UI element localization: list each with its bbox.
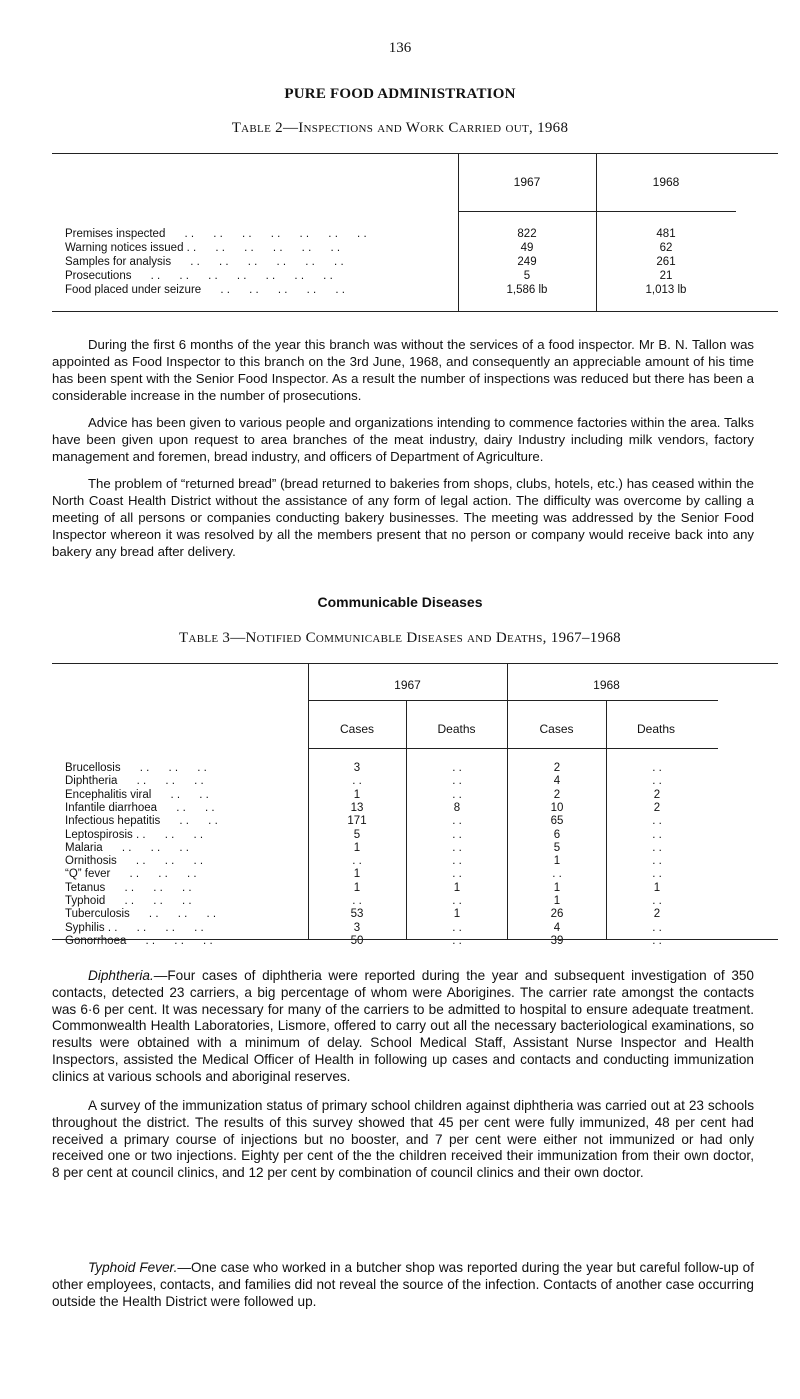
table3-cell: . . <box>452 868 462 881</box>
table3-divider-b <box>507 663 508 939</box>
table3-cell: 4 <box>553 775 561 788</box>
table2-row-label: Premises inspected . . . . . . . . . . . . . . <box>65 228 367 240</box>
table3-cell: 171 <box>347 815 367 828</box>
table3-cell: 5 <box>553 841 561 854</box>
table3-cell: . . <box>452 934 462 947</box>
table3-cell: 1 <box>353 788 361 801</box>
table3-row-label: Malaria . . . . . . <box>65 841 189 854</box>
table2-row-label: Prosecutions . . . . . . . . . . . . . . <box>65 270 333 282</box>
table3-cell: . . <box>652 775 662 788</box>
table3-row-label: Tetanus . . . . . . <box>65 881 192 894</box>
section-heading-communicable-diseases: Communicable Diseases <box>317 594 483 610</box>
table2-cell: 49 <box>520 242 534 254</box>
table3-subhead-deaths-1967: Deaths <box>437 722 476 736</box>
table3-cell: 8 <box>453 801 461 814</box>
page-heading: PURE FOOD ADMINISTRATION <box>284 86 516 102</box>
typhoid-title: Typhoid Fever. <box>88 1260 178 1275</box>
table2-row-label: Warning notices issued . . . . . . . . . . . . <box>65 242 341 254</box>
table2-cell: 5 <box>523 270 531 282</box>
table3-cell: 4 <box>553 921 561 934</box>
table3-cell: 50 <box>350 934 364 947</box>
table3-year-1967: 1967 <box>394 678 421 692</box>
table3-cell: 13 <box>350 801 364 814</box>
table3-cell: . . <box>552 868 562 881</box>
table2-caption: Table 2—Inspections and Work Carried out, 1968 <box>231 120 569 136</box>
table3-cell: 1 <box>653 881 661 894</box>
table3-row-label: Tuberculosis . . . . . . <box>65 908 217 921</box>
table2-cell: 1,013 lb <box>645 284 687 296</box>
table2-cell: 822 <box>517 228 537 240</box>
table2-cell: 249 <box>517 256 537 268</box>
table3-cell: . . <box>452 855 462 868</box>
table3-cell: . . <box>452 762 462 774</box>
table3-cell: 10 <box>550 801 564 814</box>
paragraph-survey: A survey of the immunization status of primary school children against diphtheria was carried out at 23 schools throughout the district. The results of this survey showed that 45 per cent were fully immunized, 48 per cent had received a primary course of injections but no booster, and 7 per cent were either not immunized or had only received one or two injections. Eighty per cent of the the children received their immunization from their own doctor, 8 per cent at council clinics, and 12 per cent by combination of council clinics and their own doctor. <box>52 1098 754 1181</box>
table3-cell: . . <box>452 828 462 841</box>
table3-year-rule <box>308 700 718 701</box>
table3-cell: . . <box>452 841 462 854</box>
diphtheria-text: —Four cases of diphtheria were reported during the year and subsequent investigation of 350 contacts, detected 23 carriers, a big percentage of whom were Aborigines. The carrier rate amongst the contacts was 6·6 per cent. It was necessary for many of the carriers to be admitted to hospital to ensure adequate treatment. Commonwealth Health Laboratories, Lismore, offered to carry out all the necessary bacteriological examinations, so results were obtained with a minimum of delay. School Medical Staff, Assistant Nurse Inspector and Health Inspectors, assisted the Medical Officer of Health in following up cases and contacts and conducting immunization clinics at various schools and aboriginal reserves. <box>52 968 754 1084</box>
table3-cell: 2 <box>553 762 561 774</box>
table3-cell: . . <box>352 775 362 788</box>
table3-cell: . . <box>652 921 662 934</box>
table3-row-label: Infectious hepatitis . . . . <box>65 815 218 828</box>
table3-cell: 5 <box>353 828 361 841</box>
table3-cell: . . <box>452 775 462 788</box>
table2-cell: 62 <box>659 242 673 254</box>
paragraph-typhoid <box>52 1260 754 1310</box>
table2-row-label: Food placed under seizure . . . . . . . . . . <box>65 284 345 296</box>
table3-caption: Table 3—Notified Communicable Diseases and Deaths, 1967–1968 <box>179 630 621 646</box>
table2-cell: 261 <box>656 256 676 268</box>
table3-cell: . . <box>452 895 462 907</box>
table3-cell: . . <box>652 934 662 947</box>
table3-cell: 3 <box>353 762 361 774</box>
table2-top-rule <box>52 153 778 154</box>
table3-cell: 2 <box>653 908 661 921</box>
table3-row-label: Typhoid . . . . . . <box>65 895 192 907</box>
table3-cell: . . <box>452 788 462 801</box>
table2-header-1968: 1968 <box>652 175 680 189</box>
table3-cell: . . <box>652 815 662 828</box>
paragraph-food-inspector: During the first 6 months of the year this branch was without the services of a food inspector. Mr B. N. Tallon was appointed as Food Inspector to this branch on the 3rd June, 1968, and consequently an appreciable amount of his time has been spent with the Senior Food Inspector. As a result the number of inspections was reduced but there has been a considerable increase in the number of prosecutions. <box>52 337 754 403</box>
table3-cell: . . <box>352 855 362 868</box>
table3-row-label: Diphtheria . . . . . . <box>65 775 204 788</box>
table3-row-label: Ornithosis . . . . . . <box>65 855 204 868</box>
table3-cell: 26 <box>550 908 564 921</box>
table3-bottom-rule <box>52 939 778 940</box>
table2-cell: 21 <box>659 270 673 282</box>
table3-row-label: Infantile diarrhoea . . . . <box>65 801 215 814</box>
table3-cell: . . <box>652 828 662 841</box>
typhoid-text: —One case who worked in a butcher shop was reported during the year but careful follow-up of other employees, contacts, and families did not reveal the source of the infection. Contacts of another case occurring outside the Health District were followed up. <box>52 1260 754 1309</box>
page-number: 136 <box>388 40 412 56</box>
table3-row-label: Gonorrhoea . . . . . . <box>65 934 213 947</box>
table3-cell: . . <box>652 855 662 868</box>
paragraph-diphtheria <box>52 968 754 1086</box>
table3-divider-a <box>308 663 309 939</box>
table2-cell: 1,586 lb <box>506 284 548 296</box>
table3-cell: 1 <box>553 895 561 907</box>
table3-cell: 1 <box>453 881 461 894</box>
table3-subhead-cases-1967: Cases <box>339 722 374 736</box>
table2-cell: 481 <box>656 228 676 240</box>
table3-cell: 39 <box>550 934 564 947</box>
table2-row-label: Samples for analysis . . . . . . . . . . . . <box>65 256 344 268</box>
table2-header-rule <box>458 211 736 212</box>
table3-cell: 65 <box>550 815 564 828</box>
table3-cell: . . <box>452 921 462 934</box>
table3-row-label: Encephalitis viral . . . . <box>65 788 209 801</box>
table3-cell: 3 <box>353 921 361 934</box>
table3-cell: . . <box>352 895 362 907</box>
table3-cell: 1 <box>353 881 361 894</box>
table3-subhead-deaths-1968: Deaths <box>636 722 676 736</box>
table3-cell: . . <box>452 815 462 828</box>
paragraph-returned-bread: The problem of “returned bread” (bread returned to bakeries from shops, clubs, hotels, etc.) has ceased within the North Coast Health District without the assistance of any form of legal action. The difficulty was overcome by calling a meeting of all persons or companies conducting bakery businesses. The meeting was addressed by the Senior Food Inspector whereon it was resolved by all the members present that no person or company would receive back into any bakery any bread after delivery. <box>52 476 754 559</box>
table3-cell: 1 <box>353 868 361 881</box>
table3-cell: . . <box>652 762 662 774</box>
table3-top-rule <box>52 663 778 664</box>
table3-cell: 1 <box>353 841 361 854</box>
table3-subhead-cases-1968: Cases <box>539 722 574 736</box>
table2-bottom-rule <box>52 311 778 312</box>
table3-row-label: Syphilis . . . . . . . . <box>65 921 204 934</box>
table3-cell: . . <box>652 841 662 854</box>
diphtheria-title: Diphtheria. <box>88 968 154 983</box>
table3-cell: 2 <box>653 801 661 814</box>
table3-cell: 1 <box>453 908 461 921</box>
table3-cell: 6 <box>553 828 561 841</box>
table3-row-label: Brucellosis . . . . . . <box>65 762 207 774</box>
table3-cell: . . <box>652 895 662 907</box>
table2-header-1967: 1967 <box>513 175 541 189</box>
table3-cell: 2 <box>553 788 561 801</box>
table3-cell: . . <box>652 868 662 881</box>
table3-row-label: “Q” fever . . . . . . <box>65 868 197 881</box>
table3-cell: 2 <box>653 788 661 801</box>
table3-cell: 1 <box>553 881 561 894</box>
table3-cell: 53 <box>350 908 364 921</box>
table3-cell: 1 <box>553 855 561 868</box>
table3-row-label: Leptospirosis . . . . . . <box>65 828 204 841</box>
table3-year-1968: 1968 <box>593 678 620 692</box>
paragraph-advice: Advice has been given to various people and organizations intending to commence factories within the area. Talks have been given upon request to area branches of the meat industry, dairy Industry including milk vendors, factory management and foremen, bread industry, and officers of Department of Agriculture. <box>52 415 754 464</box>
table3-subhead-rule <box>308 748 718 749</box>
